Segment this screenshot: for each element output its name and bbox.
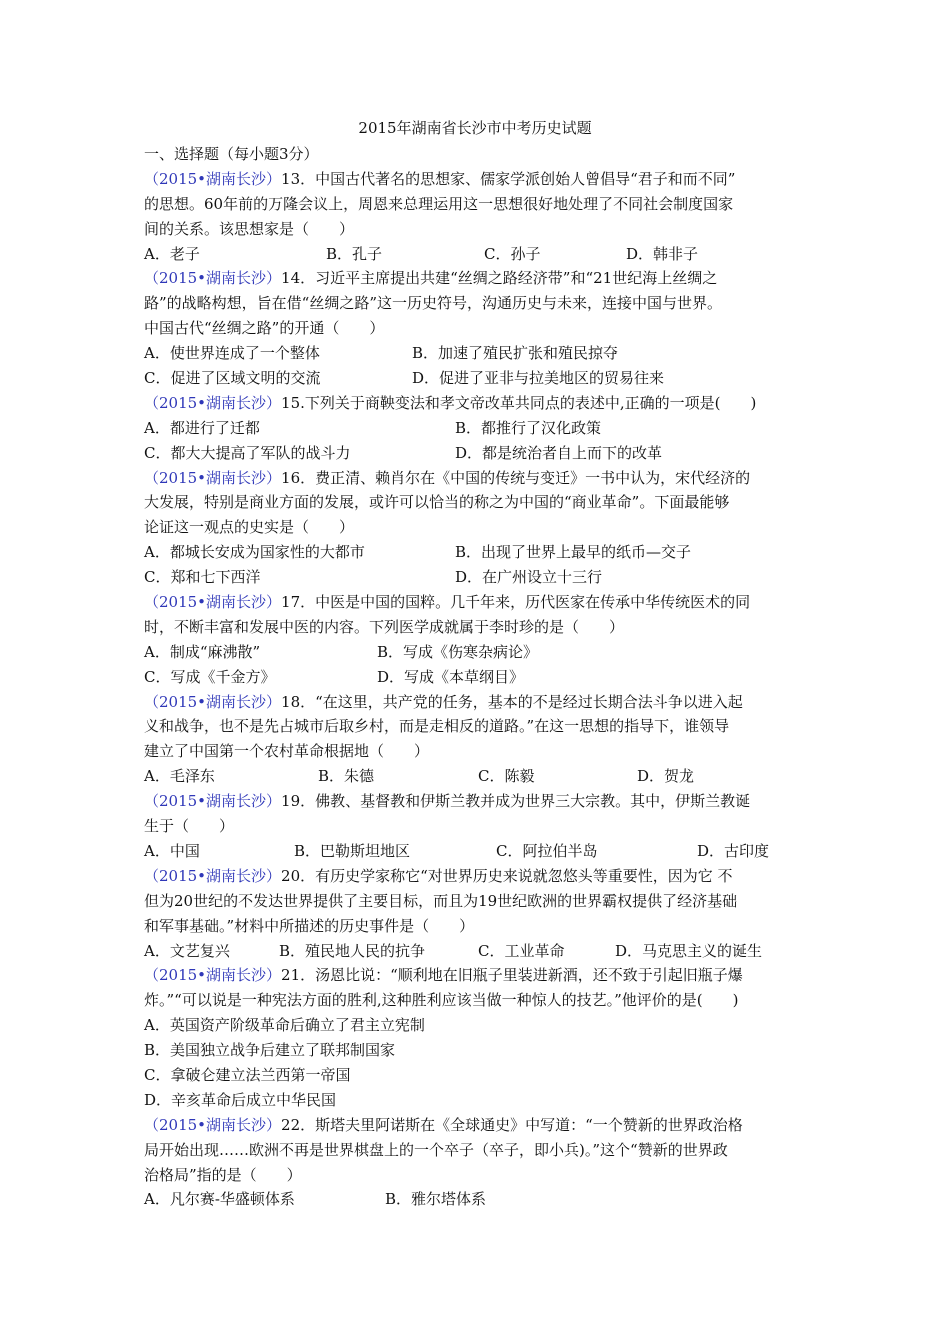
- question-text: 建立了中国第一个农村革命根据地（ ）: [144, 742, 430, 761]
- option-d: D．古印度: [697, 841, 770, 860]
- section-heading: 一、选择题（每小题3分）: [144, 145, 319, 163]
- options-row: [144, 416, 814, 441]
- option-a: A．英国资产阶级革命后确立了君主立宪制: [144, 1016, 425, 1035]
- option-c: C．工业革命: [478, 941, 565, 960]
- question-text: 间的关系。该思想家是（ ）: [144, 219, 355, 238]
- source-tag: （2015•湖南长沙）: [144, 1115, 282, 1134]
- options-row: [144, 565, 814, 590]
- option-d: D．在广州设立十三行: [455, 568, 603, 587]
- option-b: B．孔子: [326, 244, 383, 263]
- option-a: A．毛泽东: [144, 767, 215, 786]
- question-16: [144, 466, 814, 590]
- option-b: B．巴勒斯坦地区: [294, 841, 411, 860]
- question-text: 大发展，特别是商业方面的发展，或许可以恰当的称之为中国的“商业革命”。下面最能够: [144, 493, 730, 512]
- option-a: A．老子: [144, 244, 200, 263]
- question-text: 15.下列关于商鞅变法和孝文帝改革共同点的表述中,正确的一项是( ): [281, 393, 757, 412]
- option-b: B．加速了殖民扩张和殖民掠夺: [412, 344, 619, 363]
- option-d: D．促进了亚非与拉美地区的贸易往来: [412, 369, 665, 388]
- options-row: [144, 939, 814, 964]
- options-row: [144, 366, 814, 391]
- question-text: 炸。”“可以说是一种宪法方面的胜利,这种胜利应该当做一种惊人的技艺。”他评价的是( ): [144, 991, 739, 1010]
- option-b: B．出现了世界上最早的纸币—交子: [455, 543, 692, 562]
- question-text: 20．有历史学家称它“对世界历史来说就忽悠头等重要性，因为它 不: [281, 866, 733, 885]
- question-text: 中国古代“丝绸之路”的开通（ ）: [144, 319, 385, 338]
- question-text: 时，不断丰富和发展中医的内容。下列医学成就属于李时珍的是（ ）: [144, 617, 625, 636]
- source-tag: （2015•湖南长沙）: [144, 393, 282, 412]
- option-a: A．使世界连成了一个整体: [144, 344, 320, 363]
- question-text: 16．费正清、赖肖尔在《中国的传统与变迁》一书中认为，宋代经济的: [281, 468, 751, 487]
- question-text: 18．“在这里，共产党的任务，基本的不是经过长期合法斗争以进入起: [281, 692, 743, 711]
- option-c: C．写成《千金方》: [144, 667, 276, 686]
- option-d: D．韩非子: [626, 244, 699, 263]
- options-row: [144, 441, 814, 466]
- question-19: [144, 789, 814, 864]
- option-b: B．都推行了汉化政策: [455, 418, 602, 437]
- option-b: B．殖民地人民的抗争: [279, 941, 426, 960]
- question-text: 和军事基础。”材料中所描述的历史事件是（ ）: [144, 916, 475, 935]
- source-tag: （2015•湖南长沙）: [144, 169, 282, 188]
- question-text: 治格局”指的是（ ）: [144, 1165, 302, 1184]
- option-b: B．雅尔塔体系: [385, 1190, 487, 1209]
- option-d: D．贺龙: [637, 767, 695, 786]
- option-b: B．写成《伤寒杂病论》: [377, 642, 539, 661]
- option-a: A．文艺复兴: [144, 941, 230, 960]
- source-tag: （2015•湖南长沙）: [144, 269, 282, 288]
- option-c: C．阿拉伯半岛: [496, 841, 598, 860]
- source-tag: （2015•湖南长沙）: [144, 468, 282, 487]
- question-text: 14．习近平主席提出共建“丝绸之路经济带”和“21世纪海上丝绸之: [281, 269, 718, 288]
- option-c: C．陈毅: [478, 767, 535, 786]
- question-15: [144, 391, 814, 466]
- option-a: A．制成“麻沸散”: [144, 642, 261, 661]
- question-text: 生于（ ）: [144, 817, 235, 836]
- question-text: 路”的战略构想，旨在借“丝绸之路”这一历史符号，沟通历史与未来，连接中国与世界。: [144, 294, 723, 313]
- question-text: 17．中医是中国的国粹。几千年来，历代医家在传承中华传统医术的同: [281, 593, 751, 612]
- option-c: C．都大大提高了军队的战斗力: [144, 443, 351, 462]
- option-c: C．孙子: [484, 244, 541, 263]
- question-17: [144, 590, 814, 690]
- option-d: D．都是统治者自上而下的改革: [455, 443, 663, 462]
- question-22: [144, 1113, 814, 1213]
- options-row: [144, 764, 814, 789]
- option-c: C．拿破仑建立法兰西第一帝国: [144, 1065, 351, 1084]
- source-tag: （2015•湖南长沙）: [144, 593, 282, 612]
- question-text: 义和战争，也不是先占城市后取乡村，而是走相反的道路。”在这一思想的指导下，谁领导: [144, 717, 730, 736]
- options-row: [144, 839, 814, 864]
- question-13: [144, 167, 814, 267]
- source-tag: （2015•湖南长沙）: [144, 692, 282, 711]
- question-21: [144, 963, 814, 1112]
- exam-title: 2015年湖南省长沙市中考历史试题: [358, 119, 592, 137]
- source-tag: （2015•湖南长沙）: [144, 866, 282, 885]
- question-18: [144, 690, 814, 790]
- question-text: 21．汤恩比说：“顺利地在旧瓶子里装进新酒，还不致于引起旧瓶子爆: [281, 966, 743, 985]
- options-row: [144, 341, 814, 366]
- options-row: [144, 1187, 814, 1212]
- option-c: C．促进了区域文明的交流: [144, 369, 321, 388]
- question-text: 局开始出现……欧洲不再是世界棋盘上的一个卒子（卒子，即小兵)。”这个“赞新的世界政: [144, 1140, 728, 1159]
- question-text: 22．斯塔夫里阿诺斯在《全球通史》中写道：“一个赞新的世界政治格: [281, 1115, 743, 1134]
- question-20: [144, 864, 814, 964]
- question-14: [144, 266, 814, 390]
- source-tag: （2015•湖南长沙）: [144, 966, 282, 985]
- option-b: B．朱德: [318, 767, 375, 786]
- options-row: [144, 640, 814, 665]
- option-c: C．郑和七下西洋: [144, 568, 261, 587]
- question-text: 但为20世纪的不发达世界提供了主要目标，而且为19世纪欧洲的世界霸权提供了经济基础: [144, 891, 738, 910]
- question-text: 论证这一观点的史实是（ ）: [144, 518, 355, 537]
- option-a: A．中国: [144, 841, 200, 860]
- source-tag: （2015•湖南长沙）: [144, 792, 282, 811]
- options-row: [144, 242, 814, 267]
- options-row: [144, 665, 814, 690]
- exam-content: [144, 142, 814, 1212]
- option-a: A．都城长安成为国家性的大都市: [144, 543, 365, 562]
- question-text: 19．佛教、基督教和伊斯兰教并成为世界三大宗教。其中，伊斯兰教诞: [281, 792, 751, 811]
- question-text: 的思想。60年前的万隆会议上，周恩来总理运用这一思想很好地处理了不同社会制度国家: [144, 194, 734, 213]
- option-d: D．写成《本草纲目》: [377, 667, 525, 686]
- option-d: D．辛亥革命后成立中华民国: [144, 1090, 337, 1109]
- options-row: [144, 540, 814, 565]
- option-b: B．美国独立战争后建立了联邦制国家: [144, 1041, 396, 1060]
- option-a: A．都进行了迁都: [144, 418, 260, 437]
- question-text: 13．中国古代著名的思想家、儒家学派创始人曾倡导“君子和而不同”: [281, 169, 736, 188]
- option-a: A．凡尔赛-华盛顿体系: [144, 1190, 295, 1209]
- option-d: D．马克思主义的诞生: [615, 941, 763, 960]
